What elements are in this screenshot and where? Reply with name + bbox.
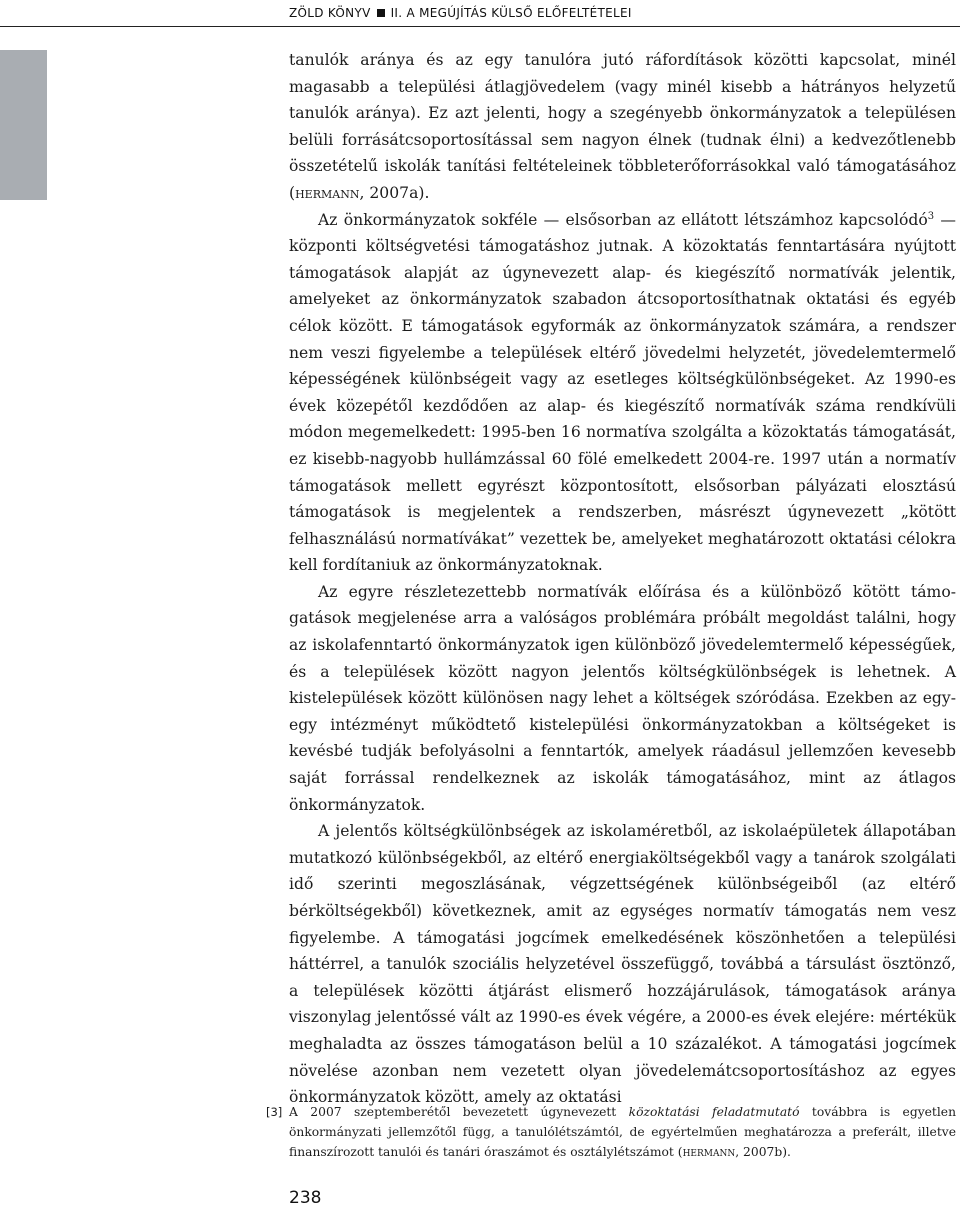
page-number: 238 bbox=[289, 1188, 322, 1208]
header-rule bbox=[0, 26, 960, 27]
footnote-citation-year: , 2007b). bbox=[735, 1145, 791, 1159]
citation-year: , 2007a). bbox=[359, 183, 430, 202]
paragraph-3: Az egyre részletezettebb normatívák előírása és a különböző kötött támogatások megjelenése arra a valóságos problémára próbált megoldást találni, hogy az iskolafenntartó önkormányzatok igen különböző jövedelemtermelő képességűek, és a települések között nagyon jelentős költségkülönbségek is lehetnek. A kistelepülések között különösen nagy lehet a költségek szóródása. Ezekben az egy-egy intézményt működtető kistelepülési önkormányzatokban a költségeket is kevésbé tudják befolyásolni a fenntartók, amelyek ráadásul jellemzően kevesebb saját forrással rendelkeznek az iskolák támogatásához, mint az átlagos önkormányzatok. bbox=[289, 582, 956, 814]
square-bullet-icon bbox=[377, 9, 385, 17]
paragraph-2-text-start: Az önkormányzatok sokféle — elsősorban az ellátott létszámhoz kapcsolódó bbox=[318, 210, 928, 229]
paragraph-1 bbox=[289, 47, 956, 207]
chapter-title: II. A MEGÚJÍTÁS KÜLSŐ ELŐFELTÉTELEI bbox=[390, 6, 632, 20]
citation-author: hermann bbox=[295, 183, 360, 202]
footnote-emphasis: közoktatási feladatmutató bbox=[628, 1105, 800, 1119]
footnote-citation-author: hermann bbox=[682, 1145, 736, 1159]
body-text bbox=[289, 47, 956, 1111]
paragraph-1-text: tanulók aránya és az egy tanulóra jutó ráfordítások közötti kapcsolat, minél magasabb a települési átlagjövedelem (vagy minél kisebb a hátrányos helyzetű tanulók aránya). Ez azt jelenti, hogy a szegényebb önkormányzatok a településen belüli forrásátcsoportosítással sem nagyon élnek (tudnak élni) a kedvezőtlenebb összetételű iskolák tanítási feltételeinek többleterőforrásokkal való támogatásához ( bbox=[289, 51, 956, 202]
running-header bbox=[0, 0, 960, 28]
chapter-side-tab bbox=[0, 50, 47, 200]
paragraph-4: A jelentős költségkülönbségek az iskolaméretből, az iskolaépületek állapotában mutatkozó különbségekből, az eltérő energiaköltségekből vagy a tanárok szolgálati idő szerinti megoszlásának, végzettségének különbségeiből (az eltérő bérköltségekből) következnek, amit az egységes normatív támogatás nem vesz figyelembe. A támogatási jogcímek emelkedésének köszönhetően a települési háttérrel, a tanulók szociális helyzetével összefüggő, továbbá a társulást ösztönző, a települések közötti átjárást elismerő hozzájárulások, támogatások aránya viszonylag jelentőssé vált az 1990-es évek végére, a 2000-es évek elejére: mértékük meghaladta az összes támogatáson belül a 10 százalékot. A támogatási jogcímek növelése azonban nem vezetett olyan jövedelemátcsoportosításhoz az egyes önkormányzatok között, amely az oktatási bbox=[289, 822, 956, 1107]
paragraph-2-text-rest: — központi költségvetési támogatáshoz jutnak. A közoktatás fenntartására nyújtott támogatások alapját az úgynevezett alap- és kiegészítő normatívák jelentik, amelyeket az önkormányzatok szabadon átcsoportosíthatnak oktatási és egyéb célok között. E támogatások egyformák az önkormányzatok számára, a rendszer nem veszi figyelembe a települések eltérő jövedelmi helyzetét, jövedelemtermelő képességének különbségeit vagy az esetleges költségkülönbségeket. Az 1990-es évek közepétől kezdődően az alap- és kiegészítő normatívák száma rendkívüli módon megemelkedett: 1995-ben 16 normatíva szolgálta a közoktatás támogatását, ez kisebb-nagyobb hullámzással 60 fölé emelkedett 2004-re. 1997 után a normatív támogatások mellett egyrészt központosított, elsősorban pályázati elosztású támogatások is megjelentek a rendszerben, másrészt úgynevezett „kötött felhasználású normatívákat” vezettek be, amelyeket meghatározott oktatási célokra kell fordítaniuk az önkormányzatoknak. bbox=[289, 210, 956, 575]
running-header-text bbox=[289, 6, 632, 20]
footnote-reference: 3 bbox=[927, 210, 935, 222]
footnote-mark: [3] bbox=[266, 1105, 283, 1119]
footnote-text bbox=[289, 1102, 956, 1162]
paragraph-2 bbox=[289, 207, 956, 579]
book-title: ZÖLD KÖNYV bbox=[289, 6, 371, 20]
footnote-text-start: A 2007 szeptemberétől bevezetett úgynevezett bbox=[289, 1105, 629, 1119]
footnote-text-middle: továbbra is egyetlen önkormányzati jellemzőtől függ, a tanulólétszámtól, de egyértelműen meghatározza a preferált, illetve finanszírozott tanulói és tanári óraszámot és osztálylétszámot ( bbox=[289, 1105, 956, 1159]
footnote bbox=[266, 1102, 956, 1162]
